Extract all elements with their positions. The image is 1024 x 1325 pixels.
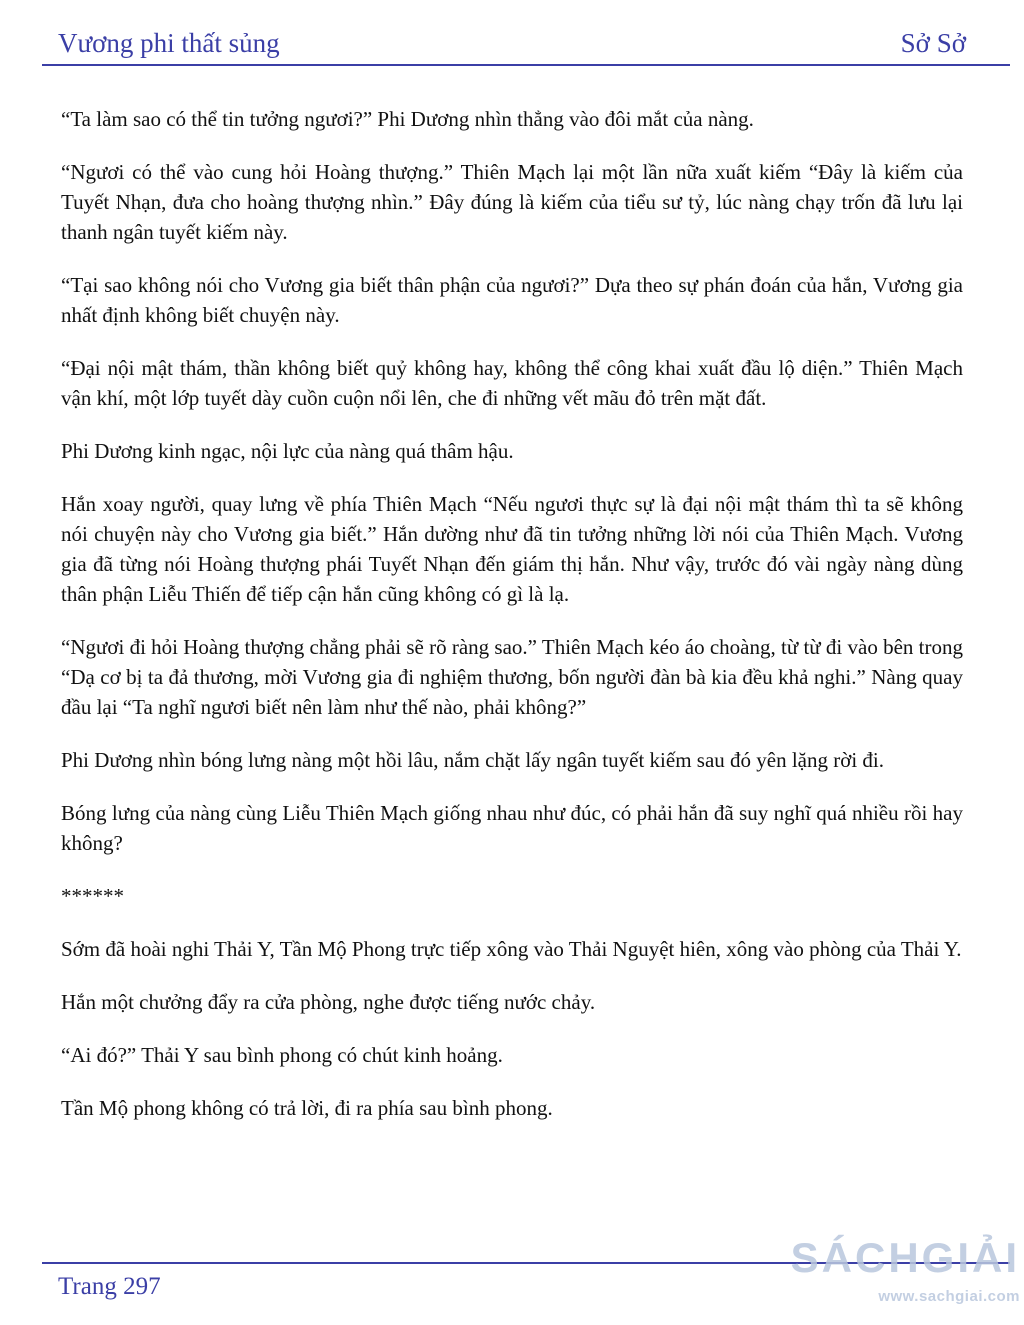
section-break: ******: [61, 884, 124, 908]
page-body: [61, 104, 963, 1146]
watermark: [791, 1236, 1020, 1305]
paragraph: Tần Mộ phong không có trả lời, đi ra phía sau bình phong.: [61, 1096, 553, 1120]
page-header: [58, 24, 966, 62]
paragraph: Bóng lưng của nàng cùng Liễu Thiên Mạch giống nhau như đúc, có phải hắn đã suy nghĩ quá nhiều rồi hay không?: [61, 801, 963, 855]
paragraph: “Ai đó?” Thải Y sau bình phong có chút kinh hoảng.: [61, 1043, 503, 1067]
header-divider: [42, 64, 1010, 66]
paragraph: Phi Dương nhìn bóng lưng nàng một hồi lâu, nắm chặt lấy ngân tuyết kiếm sau đó yên lặng rời đi.: [61, 748, 885, 772]
page-number: Trang 297: [58, 1273, 161, 1300]
paragraph: “Ngươi đi hỏi Hoàng thượng chẳng phải sẽ rõ ràng sao.” Thiên Mạch kéo áo choàng, từ từ đi vào bên trong “Dạ cơ bị ta đả thương, mời Vương gia đi nghiệm thương, bốn người đàn bà kia đều khả nghi.” Nàng quay đầu lại “Ta nghĩ ngươi biết nên làm như thế nào, phải không?”: [61, 635, 963, 719]
watermark-logo: SÁCHGIẢI: [790, 1234, 1020, 1281]
paragraph: “Ngươi có thể vào cung hỏi Hoàng thượng.” Thiên Mạch lại một lần nữa xuất kiếm “Đây là kiếm của Tuyết Nhạn, đưa cho hoàng thượng nhìn.” Đây đúng là kiếm của tiểu sư tỷ, lúc nàng chạy trốn đã lưu lại thanh ngân tuyết kiếm này.: [61, 160, 963, 244]
paragraph: “Ta làm sao có thể tin tưởng ngươi?” Phi Dương nhìn thẳng vào đôi mắt của nàng.: [61, 107, 754, 131]
book-author: Sở Sở: [900, 28, 966, 58]
watermark-url: www.sachgiai.com: [878, 1288, 1020, 1305]
paragraph: Sớm đã hoài nghi Thải Y, Tần Mộ Phong trực tiếp xông vào Thải Nguyệt hiên, xông vào phòng của Thải Y.: [61, 937, 962, 961]
paragraph: “Đại nội mật thám, thần không biết quỷ không hay, không thể công khai xuất đầu lộ diện.” Thiên Mạch vận khí, một lớp tuyết dày cuồn cuộn nổi lên, che đi những vết mãu đỏ trên mặt đất.: [61, 356, 963, 410]
paragraph: Hắn xoay người, quay lưng về phía Thiên Mạch “Nếu ngươi thực sự là đại nội mật thám thì ta sẽ không nói chuyện này cho Vương gia biết.” Hắn dường như đã tin tưởng những lời nói của Thiên Mạch. Vương gia đã từng nói Hoàng thượng phái Tuyết Nhạn đến giám thị hắn. Như vậy, trước đó vài ngày nàng dùng thân phận Liễu Thiến để tiếp cận hắn cũng không có gì là lạ.: [61, 492, 963, 606]
paragraph: Hắn một chưởng đẩy ra cửa phòng, nghe được tiếng nước chảy.: [61, 990, 596, 1014]
paragraph: “Tại sao không nói cho Vương gia biết thân phận của ngươi?” Dựa theo sự phán đoán của hắn, Vương gia nhất định không biết chuyện này.: [61, 273, 963, 327]
book-title: Vương phi thất sủng: [58, 28, 280, 58]
paragraph: Phi Dương kinh ngạc, nội lực của nàng quá thâm hậu.: [61, 439, 514, 463]
